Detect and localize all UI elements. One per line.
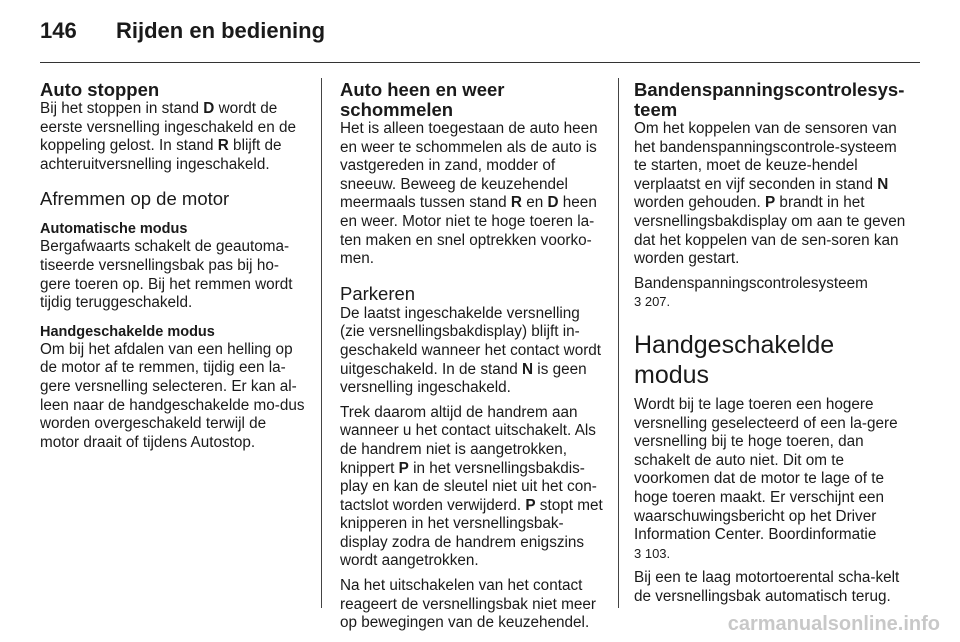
page-reference[interactable]: 3 103.	[634, 545, 671, 561]
heading-bandenspanning: Bandenspanningscontrolesys-teem	[634, 79, 905, 120]
page-reference[interactable]: 3 207.	[634, 294, 671, 310]
paragraph-handgeschakelde-modus: Om bij het afdalen van een helling op de motor af te remmen, tijdig een la-gere versnelling selecteren. Er kan al-leen naar de handgeschakelde mo-dus worden overgeschakeld terwijl de motor draait of tijdens Autostop.	[40, 340, 305, 451]
paragraph-bandenspanning-1: Om het koppelen van de sensoren van het bandenspanningscontrole-systeem te starten, moet de keuze-hendel verplaatst en vijf seconden in stand N worden gehouden. P brandt in het versnellingsbakdisplay om aan te geven dat het koppelen van de sen-soren kan worden gestart.	[634, 120, 906, 268]
heading-afremmen: Afremmen op de motor	[40, 188, 230, 210]
paragraph-handgeschakeld-1: Wordt bij te lage toeren een hogere versnelling geselecteerd of een la-gere versnelling bij te hoge toeren, dan schakelt de auto niet. Dit om te voorkomen dat de motor te lage of te hoge toeren maakt. Er verschijnt een waarschuwingsbericht op het Driver Information Center. Boordinformatie 3 103.	[634, 395, 898, 561]
column-2	[340, 80, 608, 639]
column-1	[40, 80, 308, 458]
column-divider	[321, 78, 322, 608]
paragraph-parkeren-3: Na het uitschakelen van het contact reageert de versnellingsbak niet meer op bewegingen van de keuzehendel.	[340, 577, 596, 632]
link-bandenspanning[interactable]: Bandenspanningscontrolesysteem	[634, 274, 868, 292]
heading-auto-stoppen: Auto stoppen	[40, 79, 160, 100]
paragraph-automatische-modus: Bergafwaarts schakelt de geautoma-tiseerde versnellingsbak pas bij ho-gere toeren op. Bij het remmen wordt tijdig teruggeschakeld.	[40, 238, 293, 312]
paragraph-bandenspanning-2	[634, 275, 908, 312]
watermark: carmanualsonline.info	[727, 613, 940, 635]
page-header	[40, 18, 920, 63]
column-divider	[618, 78, 619, 608]
paragraph-parkeren-2: Trek daarom altijd de handrem aan wanneer u het contact uitschakelt. Als de handrem niet is aangetrokken, knippert P in het versnellingsbakdis-play en kan de sleutel niet uit het con-tactslot worden verwijderd. P stopt met knipperen in het versnellingsbak-display zodra de handrem enigszins wordt aangetrokken.	[340, 403, 603, 570]
chapter-title: Rijden en bediening	[116, 18, 326, 43]
column-3	[634, 80, 908, 612]
heading-handgeschakelde-modus-main: Handgeschakelde modus	[634, 330, 835, 389]
heading-handgeschakelde-modus: Handgeschakelde modus	[40, 323, 215, 340]
heading-automatische-modus: Automatische modus	[40, 221, 188, 238]
paragraph-handgeschakeld-2: Bij een te laag motortoerental scha-kelt de versnellingsbak automatisch terug.	[634, 569, 900, 605]
paragraph-parkeren-1: De laatst ingeschakelde versnelling (zie versnellingsbakdisplay) blijft in-geschakeld wanneer het contact wordt uitgeschakeld. In de stand N is geen versnelling ingeschakeld.	[340, 304, 602, 397]
paragraph-schommelen: Het is alleen toegestaan de auto heen en weer te schommelen als de auto is vastgereden in zand, modder of sneeuw. Beweeg de keuzehendel meermaals tussen stand R en D heen en weer. Motor niet te hoge toeren la-ten maken en snel optrekken voorko-men.	[340, 120, 598, 268]
heading-schommelen: Auto heen en weer schommelen	[340, 79, 505, 120]
page-number: 146	[40, 18, 77, 43]
paragraph-auto-stoppen: Bij het stoppen in stand D wordt de eerste versnelling ingeschakeld en de koppeling gelost. In stand R blijft de achteruitversnelling ingeschakeld.	[40, 100, 296, 173]
heading-parkeren: Parkeren	[340, 282, 416, 304]
